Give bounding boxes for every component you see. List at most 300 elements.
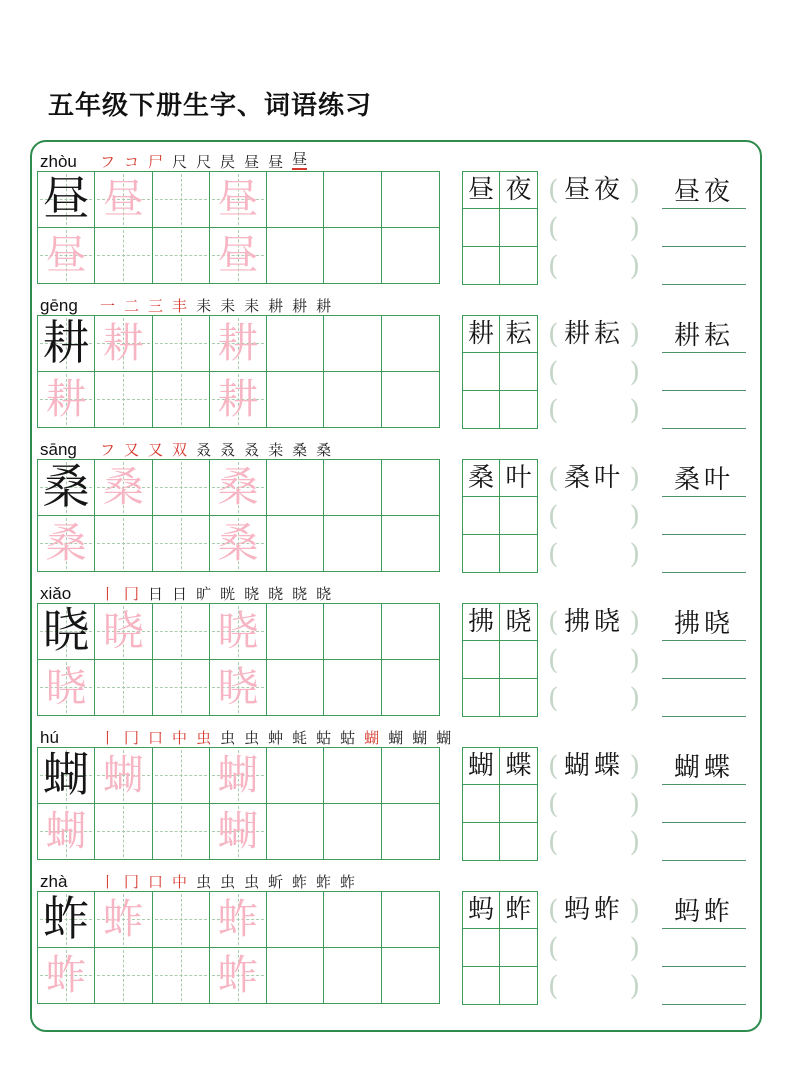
word-character: 夜 [505,175,532,206]
practice-cell [267,604,324,660]
stroke-step: 虫 [196,873,212,891]
word-copy-cell [463,967,500,1004]
word-copy-cell [500,535,537,572]
word-copy-cell [463,823,500,860]
underline-empty-row [662,535,746,573]
close-paren: ) [629,750,640,782]
underline-word: 蚂蚱 [673,897,734,927]
close-paren: ) [629,606,640,638]
tianzige-cell [38,228,95,284]
tianzige-cell [153,372,210,428]
tianzige-cell [210,172,267,228]
practice-grid [37,171,440,284]
stroke-step: 虫 [244,873,260,891]
tianzige-cell [210,604,267,660]
tianzige-cell [38,748,95,804]
open-paren: ( [548,462,559,494]
close-paren: ) [629,250,640,282]
practice-cell [382,948,439,1004]
paren-empty-row [548,967,640,1005]
underline-empty-row [662,785,746,823]
practice-grid [37,603,440,716]
tianzige-cell [153,604,210,660]
stroke-step: 蛄 [340,729,356,747]
word-copy-cell [500,247,537,284]
stroke-step: 晄 [220,585,236,603]
word-copy-cell [500,209,537,246]
word-model-cell [500,748,537,785]
close-paren: ) [629,318,640,350]
tianzige-cell [95,948,152,1004]
close-paren: ) [629,174,640,206]
tianzige-cell [153,660,210,716]
open-paren: ( [548,750,559,782]
word-line-group [662,171,746,285]
stroke-step: 蝴 [364,729,380,747]
tianzige-cell [210,804,267,860]
stroke-step: 昼 [292,150,308,168]
pinyin-label: zhòu [40,152,77,171]
paren-empty-row [548,391,640,429]
open-paren: ( [548,970,559,1002]
trace-character: 蝴 [102,750,144,799]
practice-cell [382,892,439,948]
paren-word-row [548,459,640,497]
close-paren: ) [629,826,640,858]
word-copy-cell [500,497,537,534]
tianzige-cell [38,804,95,860]
stroke-step: 蝴 [436,729,452,747]
stroke-step: 蚛 [268,729,284,747]
close-paren: ) [629,212,640,244]
practice-cell [324,228,381,284]
practice-cell [267,516,324,572]
stroke-step: 耒 [244,297,260,315]
open-paren: ( [548,500,559,532]
practice-cell [267,372,324,428]
word-copy-cell [500,929,537,966]
practice-cell [324,748,381,804]
stroke-order-sequence [100,731,451,746]
open-paren: ( [548,212,559,244]
tianzige-cell [38,604,95,660]
open-paren: ( [548,318,559,350]
paren-word-row [548,603,640,641]
close-paren: ) [629,644,640,676]
stroke-step: 昼 [244,153,260,171]
word-copy-cell [463,641,500,678]
word-copy-box [462,171,538,285]
open-paren: ( [548,932,559,964]
word-copy-cell [463,679,500,716]
open-paren: ( [548,826,559,858]
paren-empty-row [548,785,640,823]
tianzige-cell [153,892,210,948]
tianzige-cell [38,372,95,428]
word-copy-cell [463,497,500,534]
underline-empty-row [662,823,746,861]
tianzige-cell [95,372,152,428]
stroke-step: 晓 [292,585,308,603]
underline-empty-row [662,679,746,717]
open-paren: ( [548,174,559,206]
word-copy-box [462,747,538,861]
stroke-step: 耕 [292,297,308,315]
pinyin-label: hú [40,728,59,747]
tianzige-cell [38,316,95,372]
word-line-group [662,891,746,1005]
practice-grid [37,891,440,1004]
word-model-cell [500,604,537,641]
paren-word: 昼夜 [563,175,624,205]
underline-empty-row [662,929,746,967]
paren-empty-row [548,535,640,573]
underline-empty-row [662,497,746,535]
tianzige-cell [95,660,152,716]
underline-word-row [662,171,746,209]
word-copy-box [462,603,538,717]
word-character: 蚱 [505,895,532,926]
model-character: 晓 [42,603,90,659]
practice-cell [267,460,324,516]
practice-cell [267,804,324,860]
trace-character: 蚱 [45,950,87,999]
underline-empty-row [662,967,746,1005]
trace-character: 耕 [217,374,259,423]
word-copy-cell [463,391,500,428]
paren-empty-row [548,823,640,861]
row-body [37,747,760,861]
close-paren: ) [629,932,640,964]
underline-word-row [662,747,746,785]
trace-character: 桑 [217,462,259,511]
word-character: 叶 [505,463,532,494]
trace-character: 蚱 [102,894,144,943]
stroke-step: 叒 [244,441,260,459]
underline-word: 蝴蝶 [673,753,734,783]
tianzige-cell [153,516,210,572]
word-copy-cell [500,641,537,678]
open-paren: ( [548,606,559,638]
row-body [37,891,760,1005]
word-line-group [662,315,746,429]
underline-word-row [662,459,746,497]
practice-cell [324,948,381,1004]
word-copy-box [462,315,538,429]
stroke-step: 双 [172,441,188,459]
word-character: 昼 [467,175,494,206]
trace-character: 桑 [102,462,144,511]
row-body [37,315,760,429]
stroke-step: 虫 [220,729,236,747]
paren-empty-row [548,929,640,967]
practice-cell [324,604,381,660]
word-character: 耕 [467,319,494,350]
open-paren: ( [548,894,559,926]
pinyin-label: xiǎo [40,584,72,603]
practice-cell [324,172,381,228]
tianzige-cell [210,516,267,572]
pinyin-label: gēng [40,296,78,315]
stroke-step: 日 [172,585,188,603]
tianzige-cell [210,372,267,428]
stroke-step: 中 [172,873,188,891]
stroke-step: 叒 [196,441,212,459]
stroke-step: 蚝 [292,729,308,747]
tianzige-cell [38,660,95,716]
paren-word: 耕耘 [563,319,624,349]
word-character: 桑 [467,463,494,494]
stroke-order-sequence [100,152,307,170]
word-copy-cell [500,967,537,1004]
tianzige-cell [38,460,95,516]
trace-character: 耕 [45,374,87,423]
underline-empty-row [662,247,746,285]
paren-word-row [548,171,640,209]
underline-word-row [662,891,746,929]
model-character: 耕 [42,315,90,371]
practice-row-xiao [37,577,760,716]
word-model-cell [463,172,500,209]
tianzige-cell [210,660,267,716]
stroke-step: 昼 [268,153,284,171]
stroke-order-sequence [100,875,355,890]
underline-empty-row [662,353,746,391]
word-character: 拂 [467,607,494,638]
stroke-step: 蚱 [340,873,356,891]
close-paren: ) [629,970,640,1002]
stroke-step: 冂 [124,585,140,603]
word-copy-box [462,459,538,573]
open-paren: ( [548,394,559,426]
stroke-step: 丨 [100,729,116,747]
stroke-step: 耒 [196,297,212,315]
stroke-step: 丨 [100,585,116,603]
word-copy-cell [463,535,500,572]
trace-character: 桑 [45,518,87,567]
word-character: 晓 [505,607,532,638]
model-character: 桑 [42,459,90,515]
practice-cell [267,948,324,1004]
trace-character: 晓 [45,662,87,711]
close-paren: ) [629,462,640,494]
close-paren: ) [629,500,640,532]
tianzige-cell [153,316,210,372]
pinyin-line [37,865,760,890]
stroke-order-sequence [100,443,331,458]
stroke-step: フ [100,441,116,459]
trace-character: 蝴 [45,806,87,855]
practice-cell [382,172,439,228]
worksheet-frame [30,140,762,1032]
tianzige-cell [95,892,152,948]
practice-cell [267,748,324,804]
practice-grid [37,747,440,860]
paren-word-row [548,747,640,785]
tianzige-cell [95,804,152,860]
word-line-group [662,459,746,573]
underline-word: 耕耘 [673,321,734,351]
underline-empty-row [662,641,746,679]
practice-cell [324,516,381,572]
tianzige-cell [153,172,210,228]
stroke-step: コ [124,153,140,171]
paren-word: 拂晓 [563,607,624,637]
practice-cell [382,604,439,660]
pinyin-line [37,433,760,458]
word-copy-box [462,891,538,1005]
word-copy-cell [463,209,500,246]
underline-word: 桑叶 [673,465,734,495]
pinyin-label: sāng [40,440,77,459]
word-paren-group [548,891,640,1005]
stroke-order-sequence [100,299,331,314]
open-paren: ( [548,644,559,676]
stroke-step: 蛄 [316,729,332,747]
tianzige-cell [210,748,267,804]
practice-cell [324,372,381,428]
paren-word-row [548,315,640,353]
stroke-step: 虫 [220,873,236,891]
stroke-step: 蚱 [316,873,332,891]
paren-word-row [548,891,640,929]
practice-row-hu [37,721,760,860]
word-copy-cell [500,679,537,716]
practice-cell [267,892,324,948]
practice-cell [382,228,439,284]
stroke-step: 日 [148,585,164,603]
practice-cell [324,316,381,372]
tianzige-cell [153,748,210,804]
paren-word: 蚂蚱 [563,895,624,925]
tianzige-cell [210,316,267,372]
model-character: 蝴 [42,747,90,803]
practice-cell [267,660,324,716]
trace-character: 晓 [102,606,144,655]
paren-empty-row [548,641,640,679]
word-model-cell [463,748,500,785]
stroke-step: 又 [124,441,140,459]
stroke-step: 三 [148,297,164,315]
practice-cell [267,316,324,372]
word-line-group [662,747,746,861]
practice-cell [324,460,381,516]
paren-word: 蝴蝶 [563,751,624,781]
tianzige-cell [38,172,95,228]
tianzige-cell [38,892,95,948]
word-character: 蚂 [467,895,494,926]
stroke-step: 口 [148,873,164,891]
stroke-step: 中 [172,729,188,747]
row-body [37,603,760,717]
stroke-step: 晓 [244,585,260,603]
trace-character: 桑 [217,518,259,567]
practice-cell [382,460,439,516]
stroke-step: 冂 [124,729,140,747]
trace-character: 晓 [217,606,259,655]
stroke-step: 叒 [220,441,236,459]
trace-character: 耕 [217,318,259,367]
open-paren: ( [548,788,559,820]
tianzige-cell [38,948,95,1004]
word-paren-group [548,171,640,285]
open-paren: ( [548,250,559,282]
practice-cell [382,748,439,804]
pinyin-line [37,289,760,314]
trace-character: 耕 [102,318,144,367]
word-paren-group [548,603,640,717]
practice-row-geng [37,289,760,428]
stroke-step: 蚚 [268,873,284,891]
word-paren-group [548,459,640,573]
open-paren: ( [548,538,559,570]
trace-character: 蚱 [217,950,259,999]
row-body [37,459,760,573]
pinyin-label: zhà [40,872,68,891]
row-body [37,171,760,285]
trace-character: 昼 [45,230,87,279]
word-copy-cell [463,929,500,966]
word-line-group [662,603,746,717]
tianzige-cell [210,948,267,1004]
word-character: 蝴 [467,751,494,782]
tianzige-cell [210,228,267,284]
tianzige-cell [210,460,267,516]
tianzige-cell [153,228,210,284]
close-paren: ) [629,394,640,426]
stroke-order-sequence [100,587,331,602]
paren-empty-row [548,679,640,717]
word-character: 耘 [505,319,532,350]
stroke-step: 尺 [172,153,188,171]
tianzige-cell [153,804,210,860]
trace-character: 蝴 [217,806,259,855]
trace-character: 蚱 [217,894,259,943]
word-model-cell [500,172,537,209]
stroke-step: 一 [100,297,116,315]
underline-empty-row [662,209,746,247]
tianzige-cell [153,460,210,516]
word-model-cell [500,316,537,353]
word-copy-cell [500,785,537,822]
paren-empty-row [548,209,640,247]
stroke-step: 蚱 [292,873,308,891]
trace-character: 晓 [217,662,259,711]
stroke-step: 丨 [100,873,116,891]
practice-cell [382,660,439,716]
word-copy-cell [463,785,500,822]
model-character: 蚱 [42,891,90,947]
practice-row-zhou [37,145,760,284]
close-paren: ) [629,894,640,926]
tianzige-cell [153,948,210,1004]
stroke-step: 蝴 [388,729,404,747]
practice-cell [324,660,381,716]
practice-cell [382,372,439,428]
stroke-step: 虫 [244,729,260,747]
word-model-cell [463,460,500,497]
tianzige-cell [95,516,152,572]
word-model-cell [463,604,500,641]
word-paren-group [548,315,640,429]
trace-character: 蝴 [217,750,259,799]
word-copy-cell [500,391,537,428]
word-character: 蝶 [505,751,532,782]
close-paren: ) [629,788,640,820]
stroke-step: 晓 [316,585,332,603]
trace-character: 昼 [217,230,259,279]
underline-word-row [662,315,746,353]
